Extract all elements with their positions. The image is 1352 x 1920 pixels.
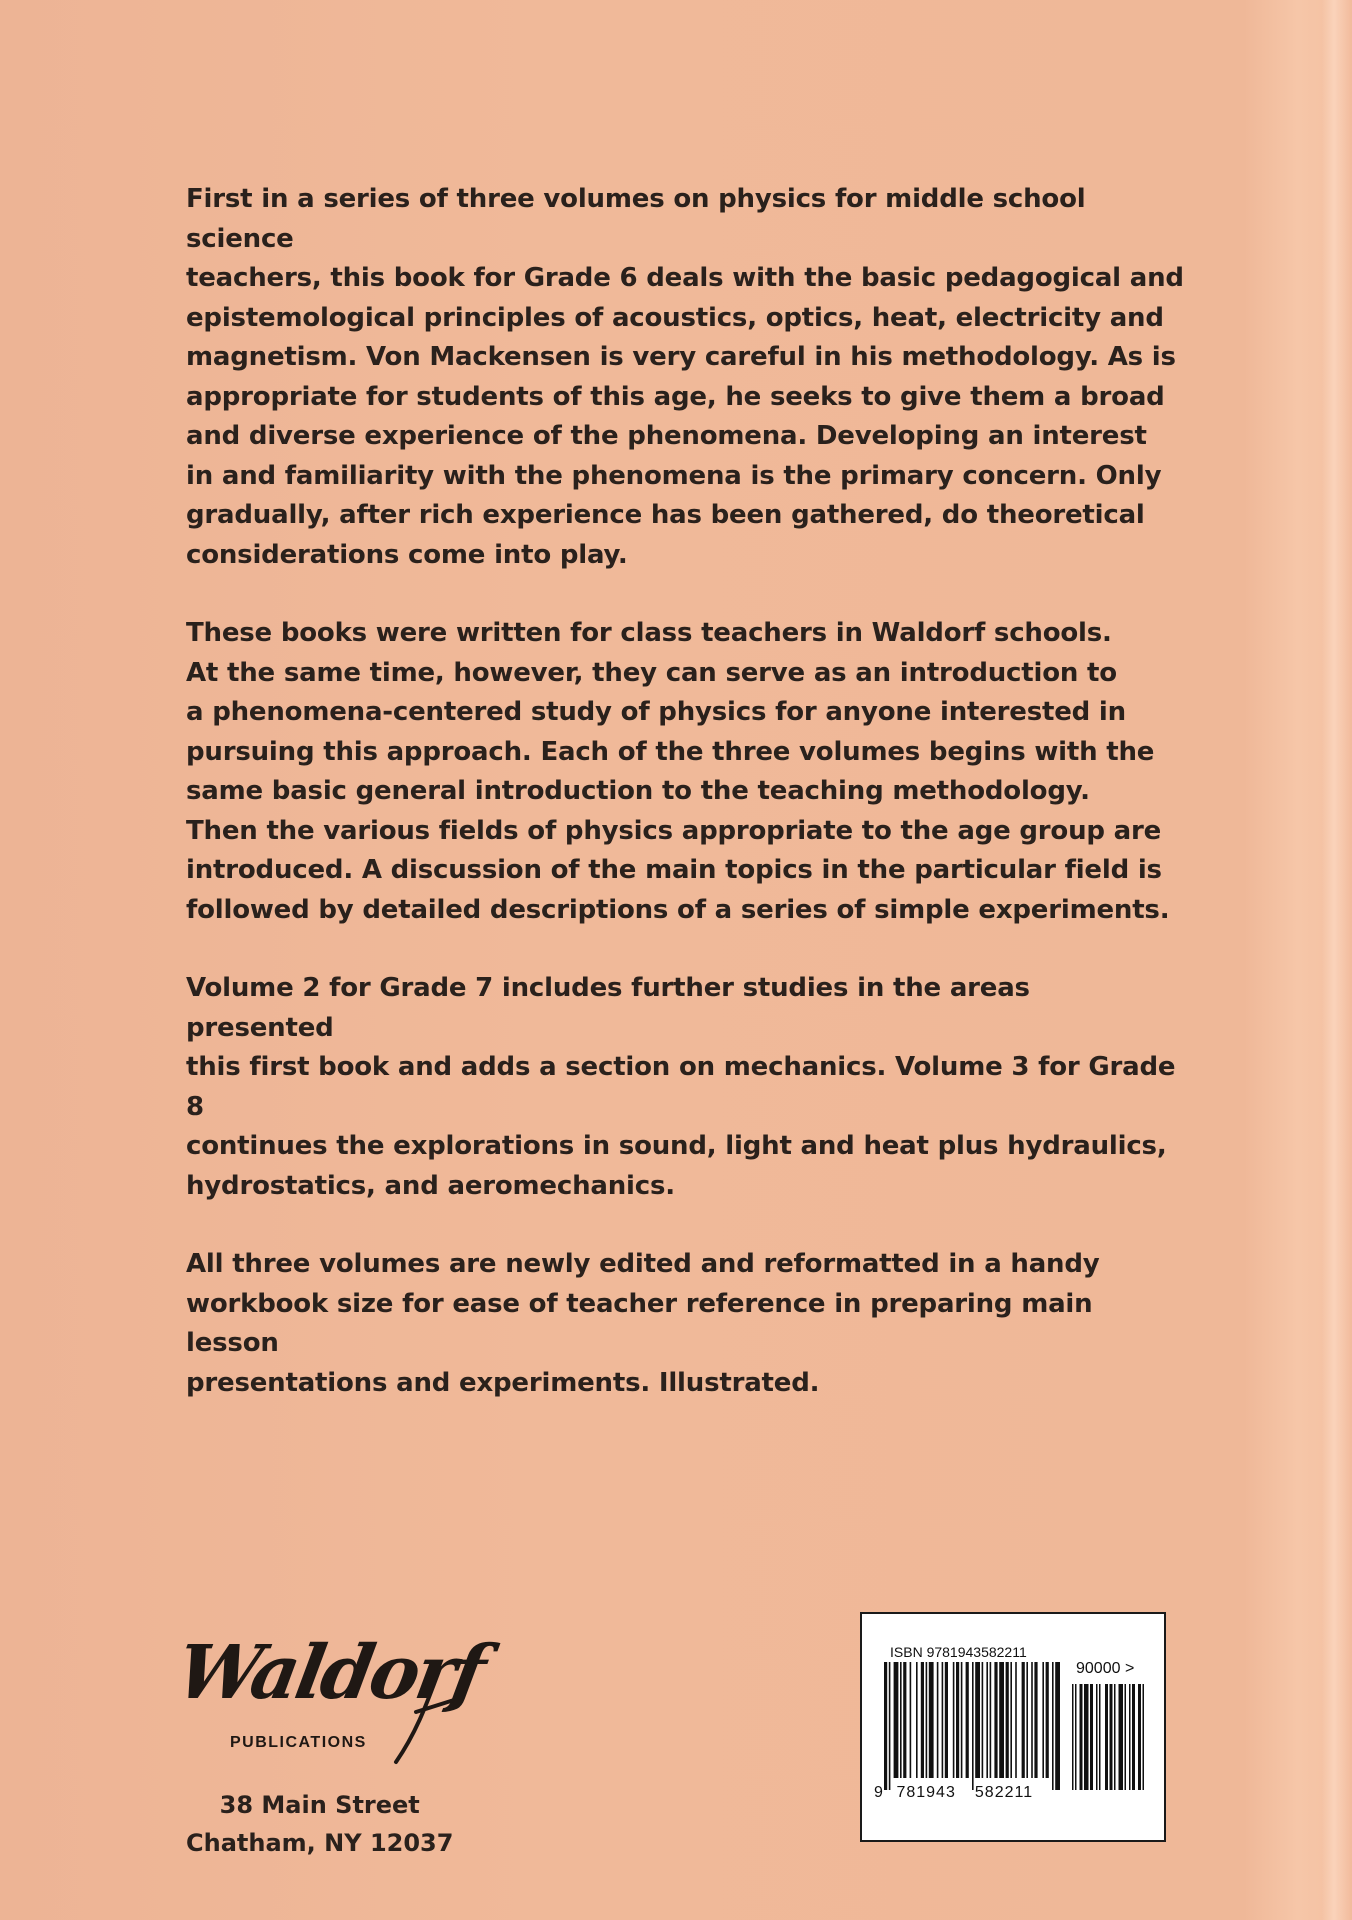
barcode-digit-group2: 582211	[974, 1784, 1034, 1801]
barcode-digit-first: 9	[874, 1784, 883, 1801]
barcode-bars-icon	[884, 1662, 1146, 1790]
publisher-address	[186, 1786, 453, 1862]
price-code-value: 90000	[1076, 1660, 1121, 1677]
barcode-digits	[874, 1784, 1049, 1802]
price-arrow: >	[1124, 1660, 1135, 1677]
logo-wordmark: Waldorf	[170, 1630, 490, 1716]
paragraph-2: These books were written for class teachers in Waldorf schools. At the same time, however, they can serve as an introduction to a phenomena-centered study of physics for anyone interested in pursuing this approach. Each of the three volumes begins with the same basic general introduction to the teaching methodology. Then the various fields of physics appropriate to the age group are introduced. A discussion of the main topics in the particular field is followed by detailed descriptions of a series of simple experiments.	[186, 618, 1170, 925]
barcode-digit-group1: 781943	[896, 1784, 956, 1801]
address-street: 38 Main Street	[219, 1791, 420, 1819]
cover-edge	[1322, 0, 1352, 1920]
paragraph-4: All three volumes are newly edited and reformatted in a handy workbook size for ease of teacher reference in preparing main lesson presentations and experiments. Illustrated.	[186, 1249, 1100, 1398]
paragraph-1: First in a series of three volumes on physics for middle school science teachers, this book for Grade 6 deals with the basic pedagogical and epistemological principles of acoustics, optics, heat, electricity and magnetism. Von Mackensen is very careful in his methodology. As is appropriate for students of this age, he seeks to give them a broad and diverse experience of the phenomena. Developing an interest in and familiarity with the phenomena is the primary concern. Only gradually, after rich experience has been gathered, do theoretical considerations come into play.	[186, 184, 1184, 570]
isbn-barcode	[860, 1612, 1166, 1842]
address-city: Chatham, NY 12037	[186, 1829, 454, 1857]
isbn-label: ISBN 9781943582211	[890, 1644, 1027, 1660]
publisher-logo	[170, 1630, 490, 1770]
description-text	[186, 180, 1186, 1442]
logo-subtitle: PUBLICATIONS	[230, 1734, 367, 1751]
paragraph-3: Volume 2 for Grade 7 includes further studies in the areas presented this first book and adds a section on mechanics. Volume 3 for Grade 8 continues the explorations in sound, light and heat plus hydraulics, hydrostatics, and aeromechanics.	[186, 973, 1176, 1201]
